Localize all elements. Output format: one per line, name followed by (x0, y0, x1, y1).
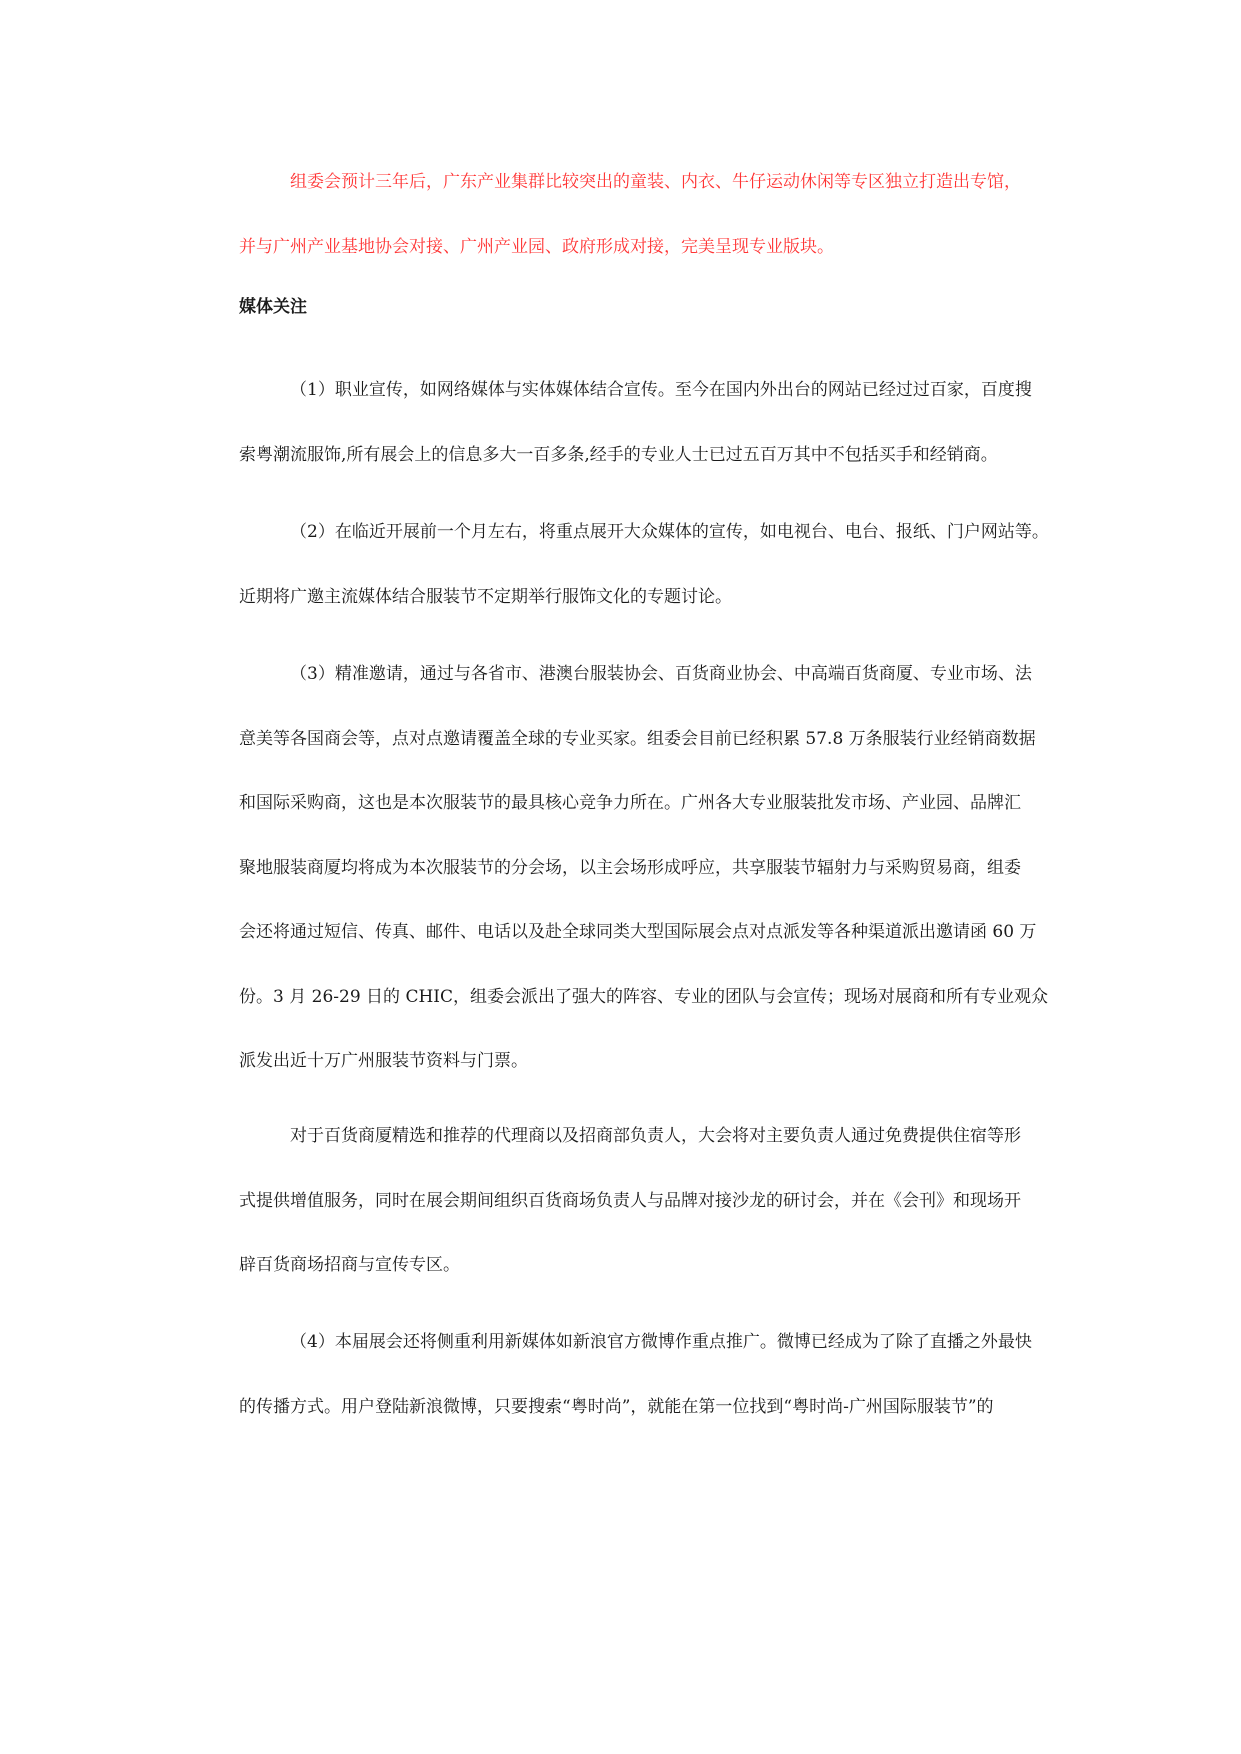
paragraph-1 (188, 358, 1060, 487)
paragraph-5 (188, 1310, 1060, 1439)
paragraph-5-line-2: 的传播方式。用户登陆新浪微博，只要搜索“粤时尚”，就能在第一位找到“粤时尚-广州国际服装节”的 (239, 1396, 994, 1417)
paragraph-2-line-1: （2）在临近开展前一个月左右，将重点展开大众媒体的宣传，如电视台、电台、报纸、门户网站等。 (290, 522, 1049, 542)
paragraph-4-line-1: 对于百货商厦精选和推荐的代理商以及招商部负责人，大会将对主要负责人通过免费提供住宿等形 (290, 1126, 1021, 1146)
paragraph-1-line-1: （1）职业宣传，如网络媒体与实体媒体结合宣传。至今在国内外出台的网站已经过过百家，百度搜 (290, 380, 1032, 400)
paragraph-3-line-5: 会还将通过短信、传真、邮件、电话以及赴全球同类大型国际展会点对点派发等各种渠道派出邀请函 60 万 (239, 922, 1037, 942)
paragraph-5-line-1: （4）本届展会还将侧重利用新媒体如新浪官方微博作重点推广。微博已经成为了除了直播之外最快 (290, 1332, 1032, 1352)
paragraph-4-line-2: 式提供增值服务，同时在展会期间组织百货商场负责人与品牌对接沙龙的研讨会，并在《会刊》和现场开 (239, 1190, 1021, 1211)
intro-line-1: 组委会预计三年后，广东产业集群比较突出的童装、内衣、牛仔运动休闲等专区独立打造出专馆， (290, 172, 1021, 192)
paragraph-4 (188, 1104, 1060, 1298)
paragraph-1-line-2: 索粤潮流服饰,所有展会上的信息多大一百多条,经手的专业人士已过五百万其中不包括买手和经销商。 (239, 444, 998, 465)
paragraph-3-line-2: 意美等各国商会等，点对点邀请覆盖全球的专业买家。组委会目前已经积累 57.8 万条服装行业经销商数据 (239, 728, 1036, 749)
paragraph-2-line-2: 近期将广邀主流媒体结合服装节不定期举行服饰文化的专题讨论。 (239, 586, 732, 607)
paragraph-3 (188, 642, 1060, 1094)
section-heading: 媒体关注 (239, 297, 307, 317)
paragraph-3-line-7: 派发出近十万广州服装节资料与门票。 (239, 1051, 528, 1071)
intro-paragraph (188, 150, 1060, 279)
paragraph-3-line-1: （3）精准邀请，通过与各省市、港澳台服装协会、百货商业协会、中高端百货商厦、专业市场、法 (290, 664, 1032, 684)
intro-line-2: 并与广州产业基地协会对接、广州产业园、政府形成对接，完美呈现专业版块。 (239, 236, 834, 257)
paragraph-3-line-6: 份。3 月 26-29 日的 CHIC，组委会派出了强大的阵容、专业的团队与会宣传；现场对展商和所有专业观众 (239, 986, 1048, 1007)
paragraph-2 (188, 500, 1060, 629)
paragraph-3-line-3: 和国际采购商，这也是本次服装节的最具核心竞争力所在。广州各大专业服装批发市场、产业园、品牌汇 (239, 793, 1021, 813)
paragraph-4-line-3: 辟百货商场招商与宣传专区。 (239, 1255, 460, 1275)
paragraph-3-line-4: 聚地服装商厦均将成为本次服装节的分会场，以主会场形成呼应，共享服装节辐射力与采购贸易商，组委 (239, 857, 1021, 878)
